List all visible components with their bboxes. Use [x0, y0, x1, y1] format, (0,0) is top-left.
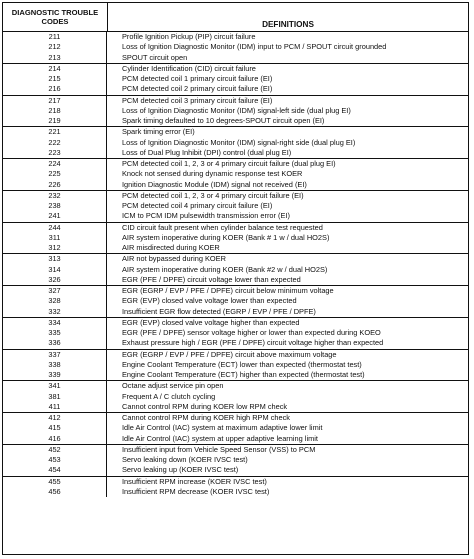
trouble-code: 224 [48, 159, 61, 168]
code-definition: Idle Air Control (IAC) system at upper adaptive learning limit [122, 433, 318, 443]
code-group [3, 64, 468, 96]
code-definition: PCM detected coil 1, 2, 3 or 4 primary circuit failure (dual plug EI) [122, 159, 336, 168]
code-definition: AIR system inoperative during KOER (Bank # 1 w / dual HO2S) [122, 232, 330, 242]
code-group [3, 223, 468, 255]
trouble-code: 219 [48, 116, 61, 125]
definitions-cell [107, 223, 468, 254]
code-definition: Servo leaking down (KOER IVSC test) [122, 455, 248, 464]
code-group [3, 159, 468, 191]
codes-cell [3, 286, 107, 317]
code-definition: Exhaust pressure high / EGR (PFE / DPFE) circuit voltage higher than expected [122, 338, 384, 348]
definitions-cell [107, 445, 468, 476]
codes-cell [3, 191, 107, 222]
code-definition: Cylinder Identification (CID) circuit failure [122, 63, 256, 73]
trouble-code: 211 [48, 32, 61, 41]
trouble-code: 314 [48, 264, 61, 274]
code-definition: Loss of Ignition Diagnostic Monitor (IDM) signal-left side (dual plug EI) [122, 105, 351, 115]
code-definition: EGR (PFE / DPFE) circuit voltage lower than expected [122, 274, 301, 284]
trouble-code: 212 [48, 42, 61, 52]
code-definition: Idle Air Control (IAC) system at maximum adaptive lower limit [122, 423, 323, 433]
code-definition: Profile Ignition Pickup (PIP) circuit failure [122, 32, 256, 41]
table-header [3, 3, 468, 32]
codes-cell [3, 127, 107, 158]
trouble-code: 241 [48, 211, 61, 221]
code-definition: PCM detected coil 1 primary circuit failure (EI) [122, 74, 273, 83]
trouble-code: 327 [48, 286, 61, 295]
codes-cell [3, 254, 107, 285]
definitions-cell [107, 286, 468, 317]
code-group [3, 381, 468, 413]
codes-cell [3, 445, 107, 476]
code-definition: EGR (EVP) closed valve voltage higher than expected [122, 317, 300, 327]
code-definition: Servo leaking up (KOER IVSC test) [122, 465, 239, 475]
codes-cell [3, 32, 107, 63]
trouble-code: 328 [48, 296, 61, 306]
trouble-code: 455 [48, 476, 61, 486]
trouble-code: 223 [48, 147, 61, 157]
trouble-code: 226 [48, 179, 61, 189]
trouble-code: 213 [48, 52, 61, 62]
codes-header-line1: DIAGNOSTIC TROUBLE [11, 8, 99, 17]
trouble-code: 326 [48, 274, 61, 284]
codes-header-line2: CODES [41, 17, 69, 26]
code-definition: CID circuit fault present when cylinder balance test requested [122, 222, 323, 232]
definitions-cell [107, 96, 468, 127]
code-definition: Insufficient input from Vehicle Speed Sensor (VSS) to PCM [122, 444, 316, 454]
trouble-code: 412 [48, 413, 61, 422]
trouble-code: 454 [48, 465, 61, 475]
code-group [3, 127, 468, 159]
code-definition: Cannot control RPM during KOER low RPM check [122, 401, 288, 411]
codes-cell [3, 413, 107, 444]
code-group [3, 191, 468, 223]
code-definition: Spark timing defaulted to 10 degrees-SPOUT circuit open (EI) [122, 116, 325, 125]
code-group [3, 286, 468, 318]
trouble-code: 312 [48, 243, 61, 252]
codes-cell [3, 96, 107, 127]
trouble-code: 238 [48, 201, 61, 210]
code-definition: Frequent A / C clutch cycling [122, 391, 216, 401]
code-definition: PCM detected coil 4 primary circuit failure (EI) [122, 201, 273, 210]
trouble-code: 415 [48, 423, 61, 433]
trouble-code: 341 [48, 381, 61, 391]
code-group [3, 32, 468, 64]
definitions-cell [107, 127, 468, 158]
code-group [3, 477, 468, 498]
code-definition: Loss of Ignition Diagnostic Monitor (IDM) input to PCM / SPOUT circuit grounded [122, 42, 387, 52]
code-group [3, 254, 468, 286]
trouble-code: 232 [48, 190, 61, 200]
trouble-code: 335 [48, 328, 61, 337]
trouble-code: 218 [48, 105, 61, 115]
code-definition: EGR (EGRP / EVP / PFE / DPFE) circuit above maximum voltage [122, 349, 337, 359]
trouble-code: 336 [48, 338, 61, 348]
code-definition: PCM detected coil 2 primary circuit failure (EI) [122, 84, 273, 94]
code-definition: Octane adjust service pin open [122, 381, 224, 391]
trouble-code: 332 [48, 306, 61, 316]
codes-cell [3, 318, 107, 349]
trouble-code: 313 [48, 254, 61, 264]
definitions-cell [107, 191, 468, 222]
definitions-cell [107, 254, 468, 285]
code-definition: Knock not sensed during dynamic response test KOER [122, 169, 303, 179]
code-definition: EGR (EVP) closed valve voltage lower than expected [122, 296, 297, 306]
code-definition: Insufficient RPM decrease (KOER IVSC test) [122, 486, 270, 496]
code-definition: EGR (EGRP / EVP / PFE / DPFE) circuit below minimum voltage [122, 286, 334, 295]
code-definition: Cannot control RPM during KOER high RPM check [122, 413, 291, 422]
code-group [3, 350, 468, 382]
trouble-code: 244 [48, 222, 61, 232]
trouble-code-table [2, 2, 469, 555]
code-group [3, 413, 468, 445]
code-definition: AIR not bypassed during KOER [122, 254, 226, 264]
codes-cell [3, 350, 107, 381]
trouble-code: 334 [48, 317, 61, 327]
trouble-code: 339 [48, 370, 61, 379]
trouble-code: 338 [48, 359, 61, 369]
trouble-code: 456 [48, 486, 61, 496]
code-definition: Insufficient RPM increase (KOER IVSC test) [122, 476, 267, 486]
codes-cell [3, 223, 107, 254]
table-body [3, 32, 468, 497]
code-definition: Loss of Ignition Diagnostic Monitor (IDM) signal-right side (dual plug EI) [122, 137, 356, 147]
code-group [3, 96, 468, 128]
code-definition: PCM detected coil 3 primary circuit failure (EI) [122, 95, 273, 105]
codes-cell [3, 159, 107, 190]
trouble-code: 453 [48, 455, 61, 464]
definitions-cell [107, 350, 468, 381]
trouble-code: 215 [48, 74, 61, 83]
code-definition: Spark timing error (EI) [122, 127, 195, 137]
trouble-code: 416 [48, 433, 61, 443]
trouble-code: 216 [48, 84, 61, 94]
trouble-code: 225 [48, 169, 61, 179]
definitions-cell [107, 381, 468, 412]
codes-column-header [3, 3, 108, 31]
definitions-cell [107, 477, 468, 498]
trouble-code: 214 [48, 63, 61, 73]
trouble-code: 452 [48, 444, 61, 454]
definitions-cell [107, 318, 468, 349]
code-definition: EGR (PFE / DPFE) sensor voltage higher or lower than expected during KOEO [122, 328, 381, 337]
code-definition: ICM to PCM IDM pulsewidth transmission error (EI) [122, 211, 290, 221]
codes-cell [3, 64, 107, 95]
trouble-code: 337 [48, 349, 61, 359]
code-definition: SPOUT circuit open [122, 52, 188, 62]
trouble-code: 221 [48, 127, 61, 137]
code-definition: AIR system inoperative during KOER (Bank #2 w / dual HO2S) [122, 264, 328, 274]
definitions-cell [107, 159, 468, 190]
codes-cell [3, 381, 107, 412]
code-group [3, 318, 468, 350]
definitions-cell [107, 32, 468, 63]
code-definition: Loss of Dual Plug Inhibit (DPI) control (dual plug EI) [122, 147, 292, 157]
trouble-code: 217 [48, 95, 61, 105]
code-definition: Ignition Diagnostic Module (IDM) signal not received (EI) [122, 179, 307, 189]
codes-cell [3, 477, 107, 498]
code-definition: PCM detected coil 1, 2, 3 or 4 primary circuit failure (EI) [122, 190, 304, 200]
trouble-code: 381 [48, 391, 61, 401]
code-definition: Engine Coolant Temperature (ECT) lower than expected (thermostat test) [122, 359, 362, 369]
trouble-code: 411 [48, 401, 61, 411]
trouble-code: 222 [48, 137, 61, 147]
trouble-code: 311 [48, 232, 61, 242]
code-definition: Insufficient EGR flow detected (EGRP / EVP / PFE / DPFE) [122, 306, 316, 316]
code-definition: AIR misdirected during KOER [122, 243, 220, 252]
code-definition: Engine Coolant Temperature (ECT) higher than expected (thermostat test) [122, 370, 365, 379]
definitions-cell [107, 64, 468, 95]
code-group [3, 445, 468, 477]
definitions-cell [107, 413, 468, 444]
definitions-column-header: DEFINITIONS [262, 20, 314, 29]
